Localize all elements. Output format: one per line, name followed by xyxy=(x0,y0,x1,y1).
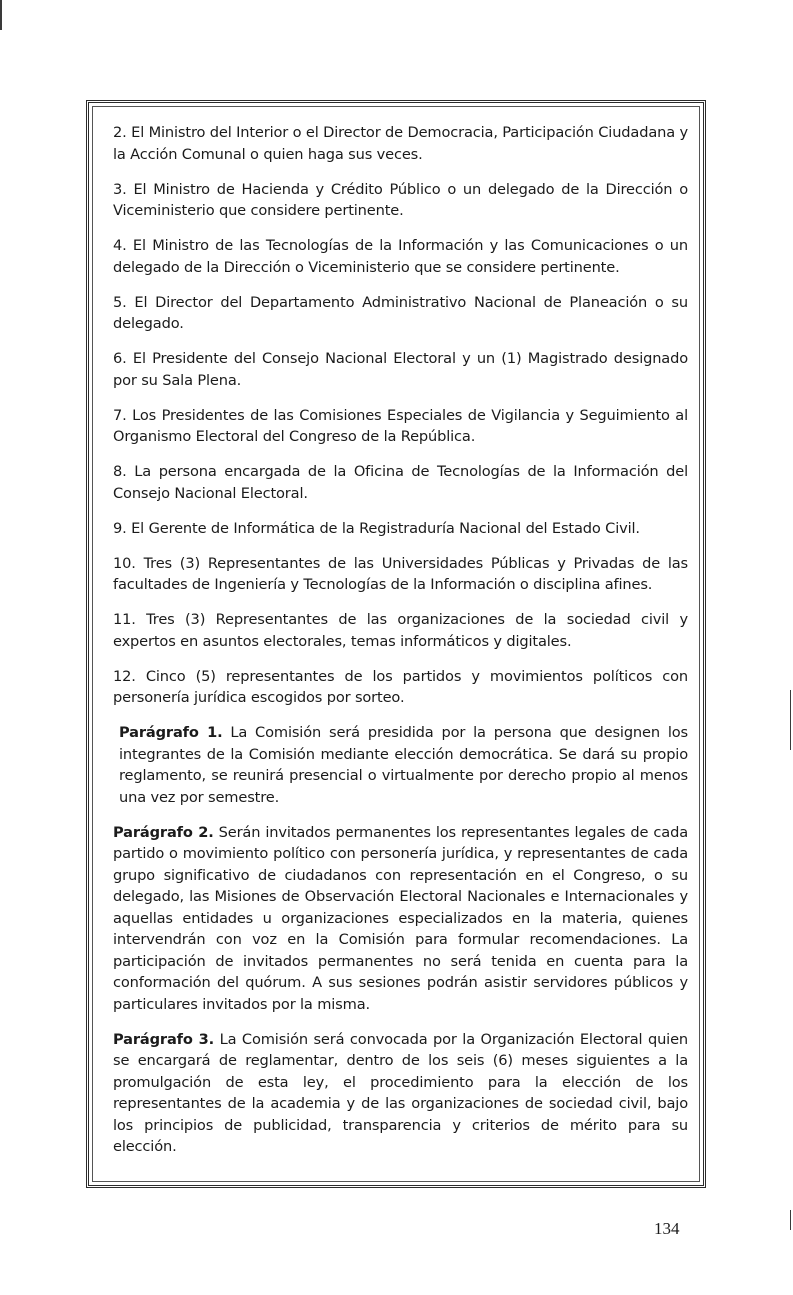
scan-mark-right-2 xyxy=(790,1210,791,1230)
list-item-8: 8. La persona encargada de la Oficina de Tecnologías de la Información del Consejo Nacional Electoral. xyxy=(113,463,688,502)
paragrafo-1-text: La Comisión será presidida por la persona que designen los integrantes de la Comisión mediante elección democrática. Se dará su propio reglamento, se reunirá presencial o virtualmente por derecho propio al menos una vez por semestre. xyxy=(119,724,689,806)
list-item-11: 11. Tres (3) Representantes de las organizaciones de la sociedad civil y expertos en asuntos electorales, temas informáticos y digitales. xyxy=(113,611,688,650)
paragrafo-2 xyxy=(113,822,688,1016)
page-number: 134 xyxy=(654,1219,680,1238)
paragrafo-2-text: Serán invitados permanentes los representantes legales de cada partido o movimiento político con personería jurídica, y representantes de cada grupo significativo de ciudadanos con representación en el Congreso, o su delegado, las Misiones de Observación Electoral Nacionales e Internacionales y aquellas entidades u organizaciones especializados en la materia, quienes intervendrán con voz en la Comisión para formular recomendaciones. La participación de invitados permanentes no será tenida en cuenta para la conformación del quórum. A sus sesiones podrán asistir servidores públicos y particulares invitados por la misma. xyxy=(113,823,688,1013)
paragrafo-1 xyxy=(113,722,688,808)
paragrafo-2-label: Parágrafo 2. xyxy=(113,823,214,841)
list-item-12: 12. Cinco (5) representantes de los partidos y movimientos políticos con personería jurídica escogidos por sorteo. xyxy=(113,667,688,706)
list-item-5: 5. El Director del Departamento Administrativo Nacional de Planeación o su delegado. xyxy=(113,293,688,332)
list-item-9: 9. El Gerente de Informática de la Registraduría Nacional del Estado Civil. xyxy=(113,519,640,537)
scan-mark-top-left xyxy=(0,0,2,30)
paragrafo-1-label: Parágrafo 1. xyxy=(119,724,223,741)
list-item-2: 2. El Ministro del Interior o el Director de Democracia, Participación Ciudadana y la Acción Comunal o quien haga sus veces. xyxy=(113,124,688,163)
document-body xyxy=(113,122,688,1171)
paragrafo-3-text: La Comisión será convocada por la Organización Electoral quien se encargará de reglamentar, dentro de los seis (6) meses siguientes a la promulgación de esta ley, el procedimiento para la elección de los representantes de la academia y de las organizaciones de sociedad civil, bajo los principios de publicidad, transparencia y criterios de mérito para su elección. xyxy=(113,1030,689,1155)
list-item-10: 10. Tres (3) Representantes de las Universidades Públicas y Privadas de las facultades de Ingeniería y Tecnologías de la Información o disciplina afines. xyxy=(113,554,688,593)
paragrafo-3 xyxy=(113,1029,688,1158)
list-item-4: 4. El Ministro de las Tecnologías de la Información y las Comunicaciones o un delegado de la Dirección o Viceministerio que se considere pertinente. xyxy=(113,237,688,276)
list-item-7: 7. Los Presidentes de las Comisiones Especiales de Vigilancia y Seguimiento al Organismo Electoral del Congreso de la República. xyxy=(113,406,688,445)
paragrafo-3-label: Parágrafo 3. xyxy=(113,1030,215,1048)
list-item-3: 3. El Ministro de Hacienda y Crédito Público o un delegado de la Dirección o Viceministerio que considere pertinente. xyxy=(113,180,688,219)
scan-mark-right-1 xyxy=(790,690,791,750)
list-item-6: 6. El Presidente del Consejo Nacional Electoral y un (1) Magistrado designado por su Sala Plena. xyxy=(113,350,688,389)
